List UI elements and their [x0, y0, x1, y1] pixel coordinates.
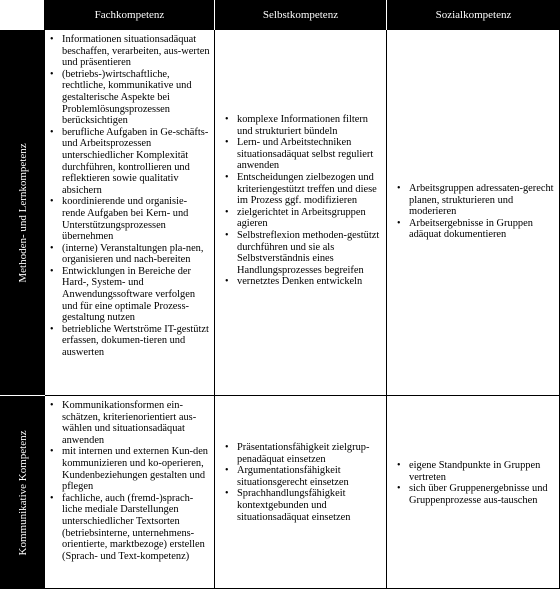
list-item: • zielgerichtet in Arbeitsgruppen agieren	[220, 207, 382, 230]
methoden-selbst-list	[220, 114, 382, 288]
kommunikative-selbst-list	[220, 442, 382, 523]
list-item: • vernetztes Denken entwickeln	[220, 276, 382, 288]
list-item: • Informationen situationsadäquat beschaffen, verarbeiten, aus-werten und präsentieren	[45, 34, 210, 69]
list-item: • Entscheidungen zielbezogen und kriteriengestützt treffen und diese im Prozess ggf. modifizieren	[220, 172, 382, 207]
list-item: • Arbeitsgruppen adressaten-gerecht planen, strukturieren und moderieren	[392, 183, 555, 218]
header-fachkompetenz	[45, 0, 215, 30]
list-item: • mit internen und externen Kun-den kommunizieren und ko-operieren, Kundenbeziehungen gestalten und pflegen	[45, 446, 210, 492]
cell-kommunikative-sozialkompetenz	[387, 396, 560, 589]
header-fachkompetenz-label: Fachkompetenz	[94, 9, 165, 21]
kommunikative-sozial-list	[392, 460, 555, 506]
list-item: • Selbstreflexion methoden-gestützt durchführen und sie als Selbstverständnis eines Handlungsprozesses begreifen	[220, 230, 382, 276]
header-sozialkompetenz-label: Sozialkompetenz	[435, 9, 512, 21]
list-item: • berufliche Aufgaben in Ge-schäfts- und Arbeitsprozessen unterschiedlicher Komplexität durchführen, kontrollieren und reflektieren sowie qualitativ absichern	[45, 127, 210, 197]
table-corner-cell	[0, 0, 45, 30]
list-item: • koordinierende und organisie-rende Aufgaben bei Kern- und Unterstützungsprozessen übernehmen	[45, 196, 210, 242]
cell-kommunikative-fachkompetenz	[45, 396, 215, 589]
list-item: • Präsentationsfähigkeit zielgrup-penadäquat einsetzen	[220, 442, 382, 465]
list-item: • (betriebs-)wirtschaftliche, rechtliche, kommunikative und gestalterische Aspekte bei Problemlösungsprozessen berücksichtigen	[45, 69, 210, 127]
list-item: • Lern- und Arbeitstechniken situationsadäquat selbst reguliert anwenden	[220, 137, 382, 172]
list-item: • eigene Standpunkte in Gruppen vertreten	[392, 460, 555, 483]
methoden-sozial-list	[392, 183, 555, 241]
header-selbstkompetenz	[215, 0, 387, 30]
list-item: • Kommunikationsformen ein-schätzen, kriterienorientiert aus-wählen und situationsadäquat anwenden	[45, 400, 210, 446]
list-item: • Sprachhandlungsfähigkeit kontextgebunden und situationsadäquat einsetzen	[220, 488, 382, 523]
list-item: • Arbeitsergebnisse in Gruppen adäquat dokumentieren	[392, 218, 555, 241]
cell-methoden-fachkompetenz	[45, 30, 215, 396]
list-item: • sich über Gruppenergebnisse und Gruppenprozesse aus-tauschen	[392, 483, 555, 506]
list-item: • komplexe Informationen filtern und strukturiert bündeln	[220, 114, 382, 137]
list-item: • (interne) Veranstaltungen pla-nen, organisieren und nach-bereiten	[45, 243, 210, 266]
row-label-methoden-lernkompetenz	[0, 30, 45, 396]
cell-methoden-sozialkompetenz	[387, 30, 560, 396]
header-selbstkompetenz-label: Selbstkompetenz	[262, 9, 339, 21]
list-item: • fachliche, auch (fremd-)sprach-liche mediale Darstellungen unterschiedlicher Textsorten (betriebsinterne, unternehmens-orientierte, marktbezoge) erstellen (Sprach- und Text-kompetenz)	[45, 493, 210, 563]
methoden-fach-list	[45, 34, 210, 359]
row-label-methoden-text: Methoden- und Lernkompetenz	[16, 142, 29, 283]
list-item: • Argumentationsfähigkeit situationsgerecht einsetzen	[220, 465, 382, 488]
list-item: • Entwicklungen in Bereiche der Hard-, System- und Anwendungssoftware verfolgen und für eine optimale Prozess-gestaltung nutzen	[45, 266, 210, 324]
header-sozialkompetenz	[387, 0, 560, 30]
list-item: • betriebliche Wertströme IT-gestützt erfassen, dokumen-tieren und auswerten	[45, 324, 210, 359]
cell-methoden-selbstkompetenz	[215, 30, 387, 396]
row-label-kommunikative-text: Kommunikative Kompetenz	[16, 430, 29, 555]
row-label-kommunikative-kompetenz	[0, 396, 45, 589]
cell-kommunikative-selbstkompetenz	[215, 396, 387, 589]
kommunikative-fach-list	[45, 400, 210, 562]
